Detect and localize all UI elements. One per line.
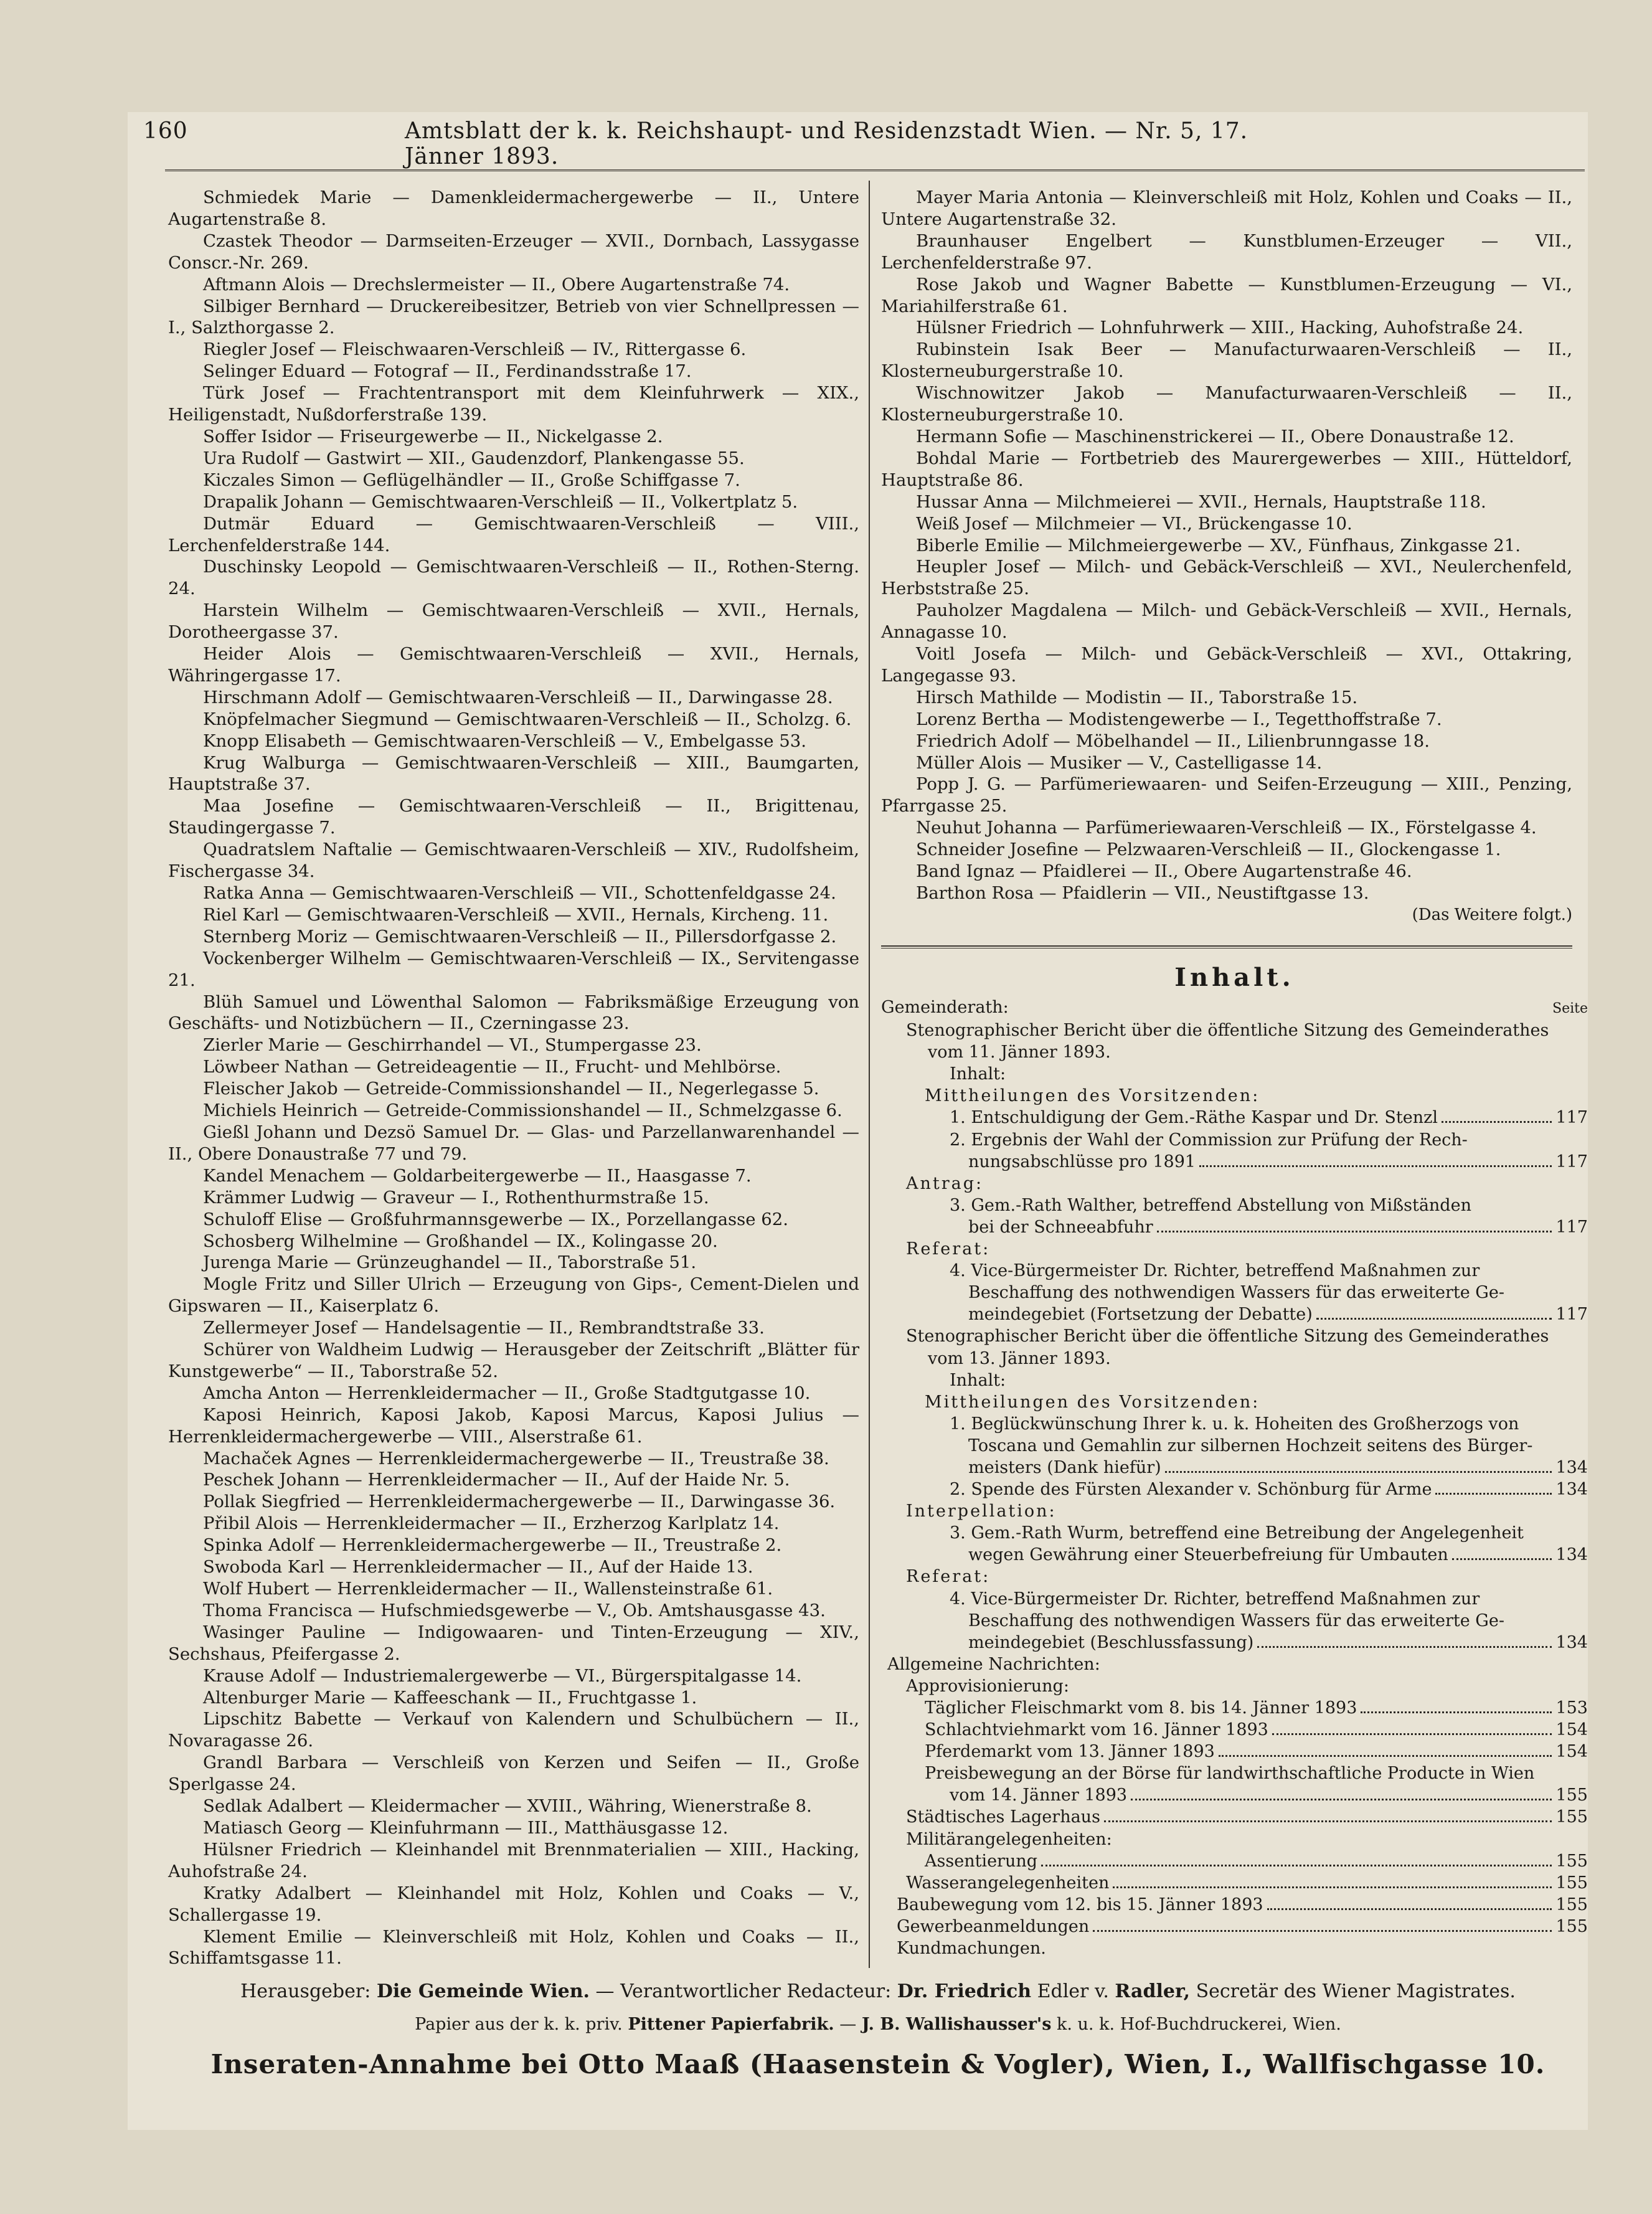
toc-entry: Wasserangelegenheiten [906,1873,1110,1893]
running-title: Amtsblatt der k. k. Reichshaupt- und Residenzstadt Wien. — Nr. 5, 17. Jänner 1893. [405,118,1248,169]
list-item: Michiels Heinrich — Getreide-Commissionshandel — II., Schmelzgasse 6. [203,1100,843,1121]
toc-entry: 4. Vice-Bürgermeister Dr. Richter, betreffend Maßnahmen zur [950,1261,1480,1281]
toc-subsection: Approvisionierung: [906,1676,1069,1696]
list-item: Krämmer Ludwig — Graveur — I., Rothenthurmstraße 15. [203,1187,709,1208]
advertising-notice: Inseraten-Annahme bei Otto Maaß (Haasenstein & Vogler), Wien, I., Wallfischgasse 10. [210,2049,1546,2079]
list-item: Knopp Elisabeth — Gemischtwaaren-Verschleiß — V., Embelgasse 53. [203,731,806,751]
toc-row [881,1522,1588,1544]
list-item: Schürer von Waldheim Ludwig — Herausgeber der Zeitschrift „Blätter für Kunstgewerbe“ — II., Taborstraße 52. [168,1340,859,1381]
toc-row [881,1697,1588,1719]
list-item: Selinger Eduard — Fotograf — II., Ferdinandsstraße 17. [203,361,692,382]
list-item: Hülsner Friedrich — Lohnfuhrwerk — XIII., Hacking, Auhofstraße 24. [916,318,1524,338]
toc-entry: Stenographischer Bericht über die öffentliche Sitzung des Gemeinderathes [906,1327,1549,1346]
continued-note: (Das Weitere folgt.) [1412,905,1572,924]
separator: — [839,2015,857,2034]
toc-entry: Inhalt: [950,1370,1006,1390]
toc-page: 155 [1555,1916,1588,1936]
toc-page: 155 [1555,1873,1588,1893]
list-item: Swoboda Karl — Herrenkleidermacher — II., Auf der Haide 13. [203,1557,753,1578]
toc-subsection: Referat: [906,1567,991,1587]
toc-page: 134 [1555,1457,1588,1477]
editor-surname: Radler, [1115,1980,1191,2002]
section-rule [881,945,1572,949]
list-item: Heupler Josef — Milch- und Gebäck-Verschleiß — XVI., Neulerchenfeld, Herbststraße 25. [881,557,1572,599]
page-header [143,118,1301,169]
toc-page: 155 [1555,1851,1588,1871]
list-item: Popp J. G. — Parfümeriewaaren- und Seifen-Erzeugung — XIII., Penzing, Pfarrgasse 25. [881,774,1572,816]
toc-row [881,1435,1588,1457]
list-item: Jurenga Marie — Grünzeughandel — II., Taborstraße 51. [203,1252,697,1273]
publisher-name: Die Gemeinde Wien. [376,1980,590,2002]
toc-page: 117 [1555,1217,1588,1237]
toc-row [881,1762,1588,1784]
publisher-label: Herausgeber: [240,1980,371,2002]
list-item: Silbiger Bernhard — Druckereibesitzer, Betrieb von vier Schnellpressen — I., Salzthorgasse 2. [168,296,859,338]
toc-subsection: Referat: [906,1239,991,1259]
toc-row [881,1391,1588,1413]
toc-row [881,1457,1588,1478]
list-item: Lipschitz Babette — Verkauf von Kalendern und Schulbüchern — II., Novaragasse 26. [168,1709,859,1751]
toc-page: 134 [1555,1632,1588,1652]
list-item: Heider Alois — Gemischtwaaren-Verschleiß — XVII., Hernals, Währingergasse 17. [168,644,859,686]
editor-title: Edler v. [1037,1980,1109,2002]
toc-row [881,1370,1588,1391]
list-item: Wasinger Pauline — Indigowaaren- und Tinten-Erzeugung — XIV., Sechshaus, Pfeifergasse 2. [168,1622,859,1664]
list-item: Dutmär Eduard — Gemischtwaaren-Verschleiß — VIII., Lerchenfelderstraße 144. [168,513,859,556]
toc-entry: Pferdemarkt vom 13. Jänner 1893 [925,1742,1215,1762]
list-item: Quadratslem Naftalie — Gemischtwaaren-Verschleiß — XIV., Rudolfsheim, Fischergasse 34. [168,840,859,882]
column-divider [869,181,870,1968]
list-item: Ratka Anna — Gemischtwaaren-Verschleiß — VII., Schottenfeldgasse 24. [203,883,836,903]
toc-entry: 3. Gem.-Rath Walther, betreffend Abstellung von Mißständen [950,1195,1471,1215]
list-item: Kratky Adalbert — Kleinhandel mit Holz, Kohlen und Coaks — V., Schallergasse 19. [168,1883,859,1925]
list-item: Hirschmann Adolf — Gemischtwaaren-Verschleiß — II., Darwingasse 28. [203,687,833,707]
list-item: Gießl Johann und Dezsö Samuel Dr. — Glas- und Parzellanwarenhandel — II., Obere Donaustraße 77 und 79. [168,1122,859,1164]
list-item: Mayer Maria Antonia — Kleinverschleiß mit Holz, Kohlen und Coaks — II., Untere Augartenstraße 32. [881,187,1572,229]
toc-subsection: Militärangelegenheiten: [906,1829,1112,1849]
toc-row [881,1741,1588,1762]
toc-entry: Preisbewegung an der Börse für landwirthschaftliche Producte in Wien [925,1764,1535,1784]
list-item: Kandel Menachem — Goldarbeitergewerbe — II., Haasgasse 7. [203,1165,752,1186]
list-item: Fleischer Jakob — Getreide-Commissionshandel — II., Negerlegasse 5. [203,1079,819,1099]
page-number: 160 [143,118,188,144]
toc-row [881,1348,1588,1370]
toc-row [881,1806,1588,1828]
list-item: Vockenberger Wilhelm — Gemischtwaaren-Verschleiß — IX., Servitengasse 21. [168,948,859,990]
toc-row [881,1282,1588,1303]
toc-entry: Städtisches Lagerhaus [906,1807,1100,1827]
list-item: Czastek Theodor — Darmseiten-Erzeuger — XVII., Dornbach, Lassygasse Conscr.-Nr. 269. [168,230,859,273]
list-item: Hirsch Mathilde — Modistin — II., Taborstraße 15. [916,687,1358,707]
toc-entry: Gewerbeanmeldungen [897,1916,1090,1936]
list-item: Drapalik Johann — Gemischtwaaren-Verschleiß — II., Volkertplatz 5. [203,491,798,512]
toc-page: 153 [1555,1698,1588,1718]
toc-entry: Baubewegung vom 12. bis 15. Jänner 1893 [897,1895,1263,1914]
toc-row [881,1085,1588,1107]
list-item: Hülsner Friedrich — Kleinhandel mit Brennmaterialien — XIII., Hacking, Auhofstraße 24. [168,1839,859,1881]
toc-entry: Täglicher Fleischmarkt vom 8. bis 14. Jänner 1893 [925,1698,1357,1718]
toc-row [881,1566,1588,1587]
toc-row [881,1610,1588,1632]
list-item: Wischnowitzer Jakob — Manufacturwaaren-Verschleiß — II., Klosterneuburgerstraße 10. [881,383,1572,425]
toc-row [881,1478,1588,1500]
editor-name: Dr. Friedrich [897,1980,1032,2002]
toc-page: 155 [1555,1895,1588,1914]
toc-entry: Beschaffung des nothwendigen Wassers für das erweiterte Ge- [968,1283,1504,1303]
editor-role: Secretär des Wiener Magistrates. [1196,1980,1516,2002]
toc-entry: 4. Vice-Bürgermeister Dr. Richter, betreffend Maßnahmen zur [950,1589,1480,1609]
toc-row [881,1041,1588,1063]
toc-entry: wegen Gewährung einer Steuerbefreiung für Umbauten [968,1545,1448,1565]
toc-entry: bei der Schneeabfuhr [968,1217,1153,1237]
list-item: Lorenz Bertha — Modistengewerbe — I., Tegetthoffstraße 7. [916,709,1442,729]
list-item: Kaposi Heinrich, Kaposi Jakob, Kaposi Marcus, Kaposi Julius — Herrenkleidermachergewerbe — VIII., Alserstraße 61. [168,1404,859,1447]
toc-entry: 1. Entschuldigung der Gem.-Räthe Kaspar und Dr. Stenzl [950,1108,1438,1128]
list-item: Machaček Agnes — Herrenkleidermachergewerbe — II., Treustraße 38. [203,1448,829,1469]
list-item: Riel Karl — Gemischtwaaren-Verschleiß — XVII., Hernals, Kircheng. 11. [203,904,829,925]
toc-row [881,1238,1588,1260]
toc-subsection: Mittheilungen des Vorsitzenden: [925,1086,1260,1106]
list-item: Biberle Emilie — Milchmeiergewerbe — XV., Fünfhaus, Zinkgasse 21. [916,535,1521,556]
toc-page: 155 [1555,1786,1588,1805]
list-item: Knöpfelmacher Siegmund — Gemischtwaaren-Verschleiß — II., Scholzg. 6. [203,709,852,729]
list-item: Löwbeer Nathan — Getreideagentie — II., Frucht- und Mehlbörse. [203,1057,781,1077]
right-column [881,187,1572,953]
list-item: Mogle Fritz und Siller Ulrich — Erzeugung von Gips-, Cement-Dielen und Gipswaren — II., Kaiserplatz 6. [168,1274,859,1317]
toc-row [881,1719,1588,1741]
toc-row [881,1850,1588,1872]
toc-row [881,1325,1588,1347]
list-item: Schmiedek Marie — Damenkleidermachergewerbe — II., Untere Augartenstraße 8. [168,187,859,229]
toc-row [881,1784,1588,1806]
list-item: Zellermeyer Josef — Handelsagentie — II., Rembrandtstraße 33. [203,1318,765,1338]
toc-entry: meindegebiet (Beschlussfassung) [968,1632,1254,1652]
toc-row [881,1063,1588,1085]
toc-entry: Inhalt: [950,1064,1006,1084]
list-item: Pollak Siegfried — Herrenkleidermachergewerbe — II., Darwingasse 36. [203,1492,836,1512]
list-item: Braunhauser Engelbert — Kunstblumen-Erzeuger — VII., Lerchenfelderstraße 97. [881,230,1572,273]
toc-page: 154 [1555,1742,1588,1762]
toc-column-label: Seite [1552,1001,1588,1016]
list-item: Barthon Rosa — Pfaidlerin — VII., Neustiftgasse 13. [916,883,1369,903]
list-item: Krause Adolf — Industriemalergewerbe — VI., Bürgerspitalgasse 14. [203,1665,802,1686]
table-of-contents [881,959,1588,1968]
list-item: Altenburger Marie — Kaffeeschank — II., Fruchtgasse 1. [203,1687,697,1708]
toc-row [881,1260,1588,1282]
toc-entry: 2. Ergebnis der Wahl der Commission zur Prüfung der Rech- [950,1130,1468,1150]
toc-row [881,1216,1588,1238]
list-item: Rubinstein Isak Beer — Manufacturwaaren-Verschleiß — II., Klosterneuburgerstraße 10. [881,339,1572,382]
paper-mill: Pittener Papierfabrik. [628,2015,834,2034]
toc-title: Inhalt. [1174,963,1295,992]
toc-row [881,1588,1588,1610]
toc-entry: vom 14. Jänner 1893 [950,1786,1128,1805]
toc-row [881,1019,1588,1041]
toc-subsection: Interpellation: [906,1502,1057,1521]
toc-entry: 1. Beglückwünschung Ihrer k. u. k. Hoheiten des Großherzogs von [950,1414,1519,1434]
toc-page: 154 [1555,1720,1588,1740]
toc-row [881,1872,1588,1894]
toc-section: Gemeinderath: [881,998,1009,1017]
list-item: Amcha Anton — Herrenkleidermacher — II., Große Stadtgutgasse 10. [203,1383,811,1403]
list-item: Voitl Josefa — Milch- und Gebäck-Verschleiß — XVI., Ottakring, Langegasse 93. [881,644,1572,686]
list-item: Přibil Alois — Herrenkleidermacher — II., Erzherzog Karlplatz 14. [203,1513,780,1534]
toc-entry: Toscana und Gemahlin zur silbernen Hochzeit seitens des Bürger- [968,1436,1533,1455]
toc-entry: 2. Spende des Fürsten Alexander v. Schönburg für Arme [950,1480,1432,1500]
toc-entry: Beschaffung des nothwendigen Wassers für das erweiterte Ge- [968,1611,1504,1630]
toc-row [881,1894,1588,1916]
toc-subsection: Mittheilungen des Vorsitzenden: [925,1392,1260,1412]
toc-entry: meisters (Dank hiefür) [968,1457,1161,1477]
toc-row [881,1173,1588,1195]
list-item: Soffer Isidor — Friseurgewerbe — II., Nickelgasse 2. [203,426,663,447]
list-item: Band Ignaz — Pfaidlerei — II., Obere Augartenstraße 46. [916,861,1412,882]
paper-label: Papier aus der k. k. priv. [415,2015,623,2034]
toc-entry: nungsabschlüsse pro 1891 [968,1152,1196,1171]
toc-entry: vom 11. Jänner 1893. [928,1043,1111,1062]
toc-row [881,1937,1588,1959]
toc-page: 117 [1555,1152,1588,1171]
list-item: Peschek Johann — Herrenkleidermacher — II., Auf der Haide Nr. 5. [203,1470,790,1490]
toc-row [881,1675,1588,1697]
list-item: Matiasch Georg — Kleinfuhrmann — III., Matthäusgasse 12. [203,1817,729,1838]
list-item: Riegler Josef — Fleischwaaren-Verschleiß — IV., Rittergasse 6. [203,339,747,360]
left-column [168,187,859,1969]
list-item: Kiczales Simon — Geflügelhändler — II., Große Schiffgasse 7. [203,470,740,490]
list-item: Bohdal Marie — Fortbetrieb des Maurergewerbes — XIII., Hütteldorf, Hauptstraße 86. [881,448,1572,490]
list-item: Friedrich Adolf — Möbelhandel — II., Lilienbrunngasse 18. [916,731,1430,751]
toc-row [881,1151,1588,1173]
toc-entry: 3. Gem.-Rath Wurm, betreffend eine Betreibung der Angelegenheit [950,1523,1524,1543]
editor-label: — Verantwortlicher Redacteur: [595,1980,892,2002]
toc-row [881,1828,1588,1850]
toc-entry: vom 13. Jänner 1893. [928,1348,1111,1368]
toc-row [881,1129,1588,1151]
list-item: Spinka Adolf — Herrenkleidermachergewerbe — II., Treustraße 2. [203,1535,782,1556]
list-item: Blüh Samuel und Löwenthal Salomon — Fabriksmäßige Erzeugung von Geschäfts- und Notizbüchern — II., Czerningasse 23. [168,991,859,1034]
toc-section: Allgemeine Nachrichten: [887,1654,1100,1674]
toc-row [881,1632,1588,1653]
header-rule [165,163,1585,171]
list-item: Thoma Francisca — Hufschmiedsgewerbe — V., Ob. Amtshausgasse 43. [203,1600,826,1620]
list-item: Grandl Barbara — Verschleiß von Kerzen und Seifen — II., Große Sperlgasse 24. [168,1753,859,1795]
list-item: Maa Josefine — Gemischtwaaren-Verschleiß — II., Brigittenau, Staudingergasse 7. [168,796,859,838]
list-item: Rose Jakob und Wagner Babette — Kunstblumen-Erzeugung — VI., Mariahilferstraße 61. [881,274,1572,316]
list-item: Pauholzer Magdalena — Milch- und Gebäck-Verschleiß — XVII., Hernals, Annagasse 10. [881,600,1572,643]
list-item: Ura Rudolf — Gastwirt — XII., Gaudenzdorf, Plankengasse 55. [203,448,745,468]
toc-row [881,1500,1588,1522]
toc-subsection: Antrag: [906,1173,984,1193]
toc-page: 134 [1555,1480,1588,1500]
toc-entry: Stenographischer Bericht über die öffentliche Sitzung des Gemeinderathes [906,1021,1549,1041]
list-item: Harstein Wilhelm — Gemischtwaaren-Verschleiß — XVII., Hernals, Dorotheergasse 37. [168,600,859,643]
toc-row [881,1107,1588,1128]
imprint-publisher [168,1980,1588,2002]
toc-row [881,996,1588,1019]
list-item: Sternberg Moriz — Gemischtwaaren-Verschleiß — II., Pillersdorfgasse 2. [203,926,837,947]
toc-page: 155 [1555,1807,1588,1827]
imprint-printer [168,2015,1588,2034]
toc-page: 117 [1555,1305,1588,1325]
toc-entry: Schlachtviehmarkt vom 16. Jänner 1893 [925,1720,1268,1740]
list-item: Aftmann Alois — Drechslermeister — II., Obere Augartenstraße 74. [203,274,790,295]
list-item: Klement Emilie — Kleinverschleiß mit Holz, Kohlen und Coaks — II., Schiffamtsgasse 11. [168,1926,859,1969]
list-item: Weiß Josef — Milchmeier — VI., Brückengasse 10. [916,513,1352,534]
toc-row [881,1653,1588,1675]
printer-role: k. u. k. Hof-Buchdruckerei, Wien. [1057,2015,1341,2034]
list-item: Hermann Sofie — Maschinenstrickerei — II., Obere Donaustraße 12. [916,426,1514,447]
list-item: Schuloff Elise — Großfuhrmannsgewerbe — IX., Porzellangasse 62. [203,1209,789,1229]
toc-row [881,1303,1588,1325]
list-item: Sedlak Adalbert — Kleidermacher — XVIII., Währing, Wienerstraße 8. [203,1796,812,1817]
toc-page: 117 [1555,1108,1588,1128]
toc-entry: Kundmachungen. [897,1939,1046,1959]
list-item: Wolf Hubert — Herrenkleidermacher — II., Wallensteinstraße 61. [203,1579,773,1599]
toc-row [881,1195,1588,1216]
list-item: Schosberg Wilhelmine — Großhandel — IX., Kolingasse 20. [203,1231,718,1251]
list-item: Schneider Josefine — Pelzwaaren-Verschleiß — II., Glockengasse 1. [916,840,1501,860]
list-item: Hussar Anna — Milchmeierei — XVII., Hernals, Hauptstraße 118. [916,491,1486,512]
toc-entry: meindegebiet (Fortsetzung der Debatte) [968,1305,1313,1325]
list-item: Neuhut Johanna — Parfümeriewaaren-Verschleiß — IX., Förstelgasse 4. [916,818,1537,838]
toc-row [881,1544,1588,1566]
list-item: Duschinsky Leopold — Gemischtwaaren-Verschleiß — II., Rothen-Sterng. 24. [168,557,859,599]
toc-page: 134 [1555,1545,1588,1565]
printer-name: J. B. Wallishausser's [861,2015,1052,2034]
list-item: Müller Alois — Musiker — V., Castelligasse 14. [916,752,1323,773]
list-item: Krug Walburga — Gemischtwaaren-Verschleiß — XIII., Baumgarten, Hauptstraße 37. [168,752,859,795]
list-item: Zierler Marie — Geschirrhandel — VI., Stumpergasse 23. [203,1035,702,1056]
toc-entry: Assentierung [925,1851,1038,1871]
toc-row [881,1916,1588,1937]
list-item: Türk Josef — Frachtentransport mit dem Kleinfuhrwerk — XIX., Heiligenstadt, Nußdorferstraße 139. [168,383,859,425]
toc-row [881,1413,1588,1435]
